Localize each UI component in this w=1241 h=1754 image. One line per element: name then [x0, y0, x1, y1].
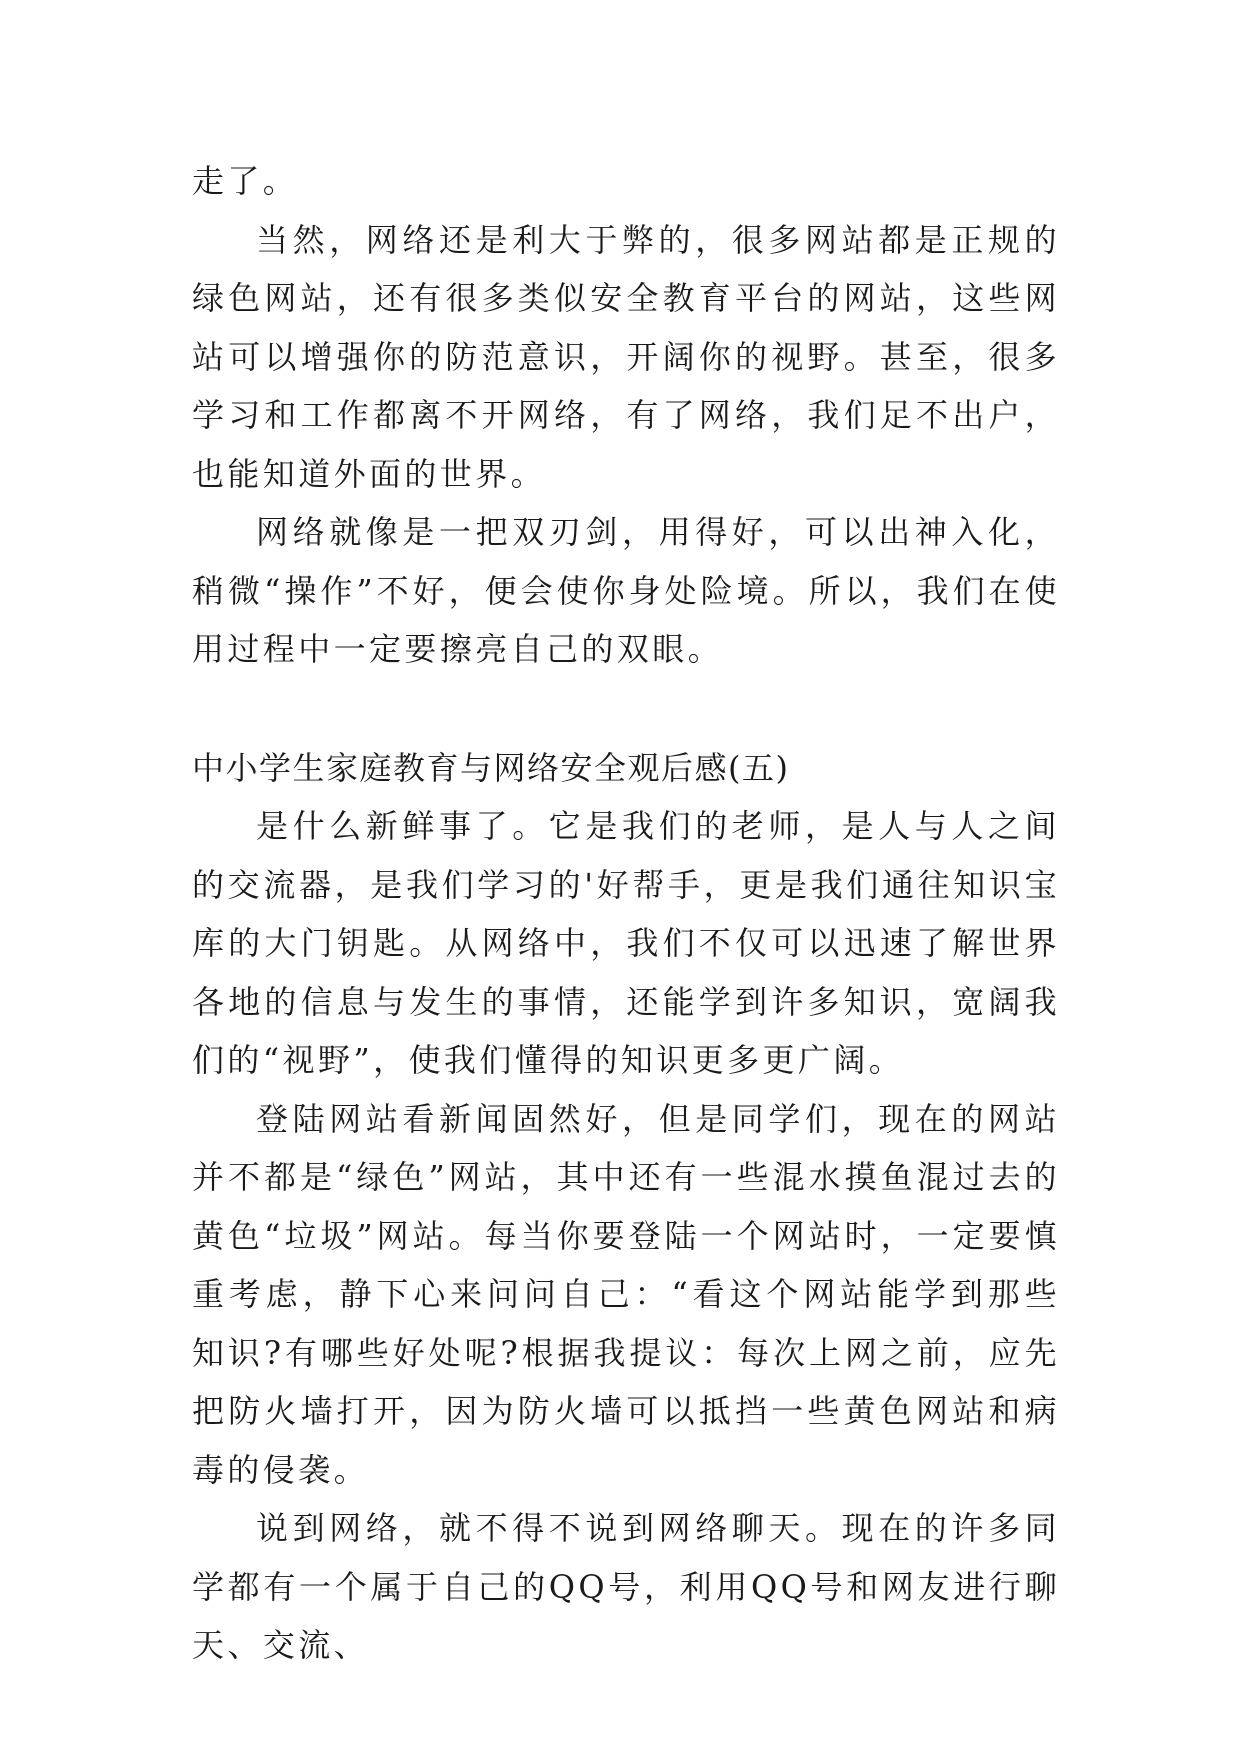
paragraph-online-chat: 说到网络，就不得不说到网络聊天。现在的许多同学都有一个属于自己的QQ号，利用QQ号和网友进行聊天、交流、 [192, 1509, 1060, 1664]
paragraph-website-caution: 登陆网站看新闻固然好，但是同学们，现在的网站并不都是“绿色”网站，其中还有一些混水摸鱼混过去的黄色“垃圾”网站。每当你要登陆一个网站时，一定要慎重考虑，静下心来问问自己：“看这个网站能学到那些知识?有哪些好处呢?根据我提议：每次上网之前，应先把防火墙打开，因为防火墙可以抵挡一些黄色网站和病毒的侵袭。 [192, 1099, 1060, 1489]
paragraph-double-edged-sword: 网络就像是一把双刃剑，用得好，可以出神入化，稍微“操作”不好，便会使你身处险境。所以，我们在使用过程中一定要擦亮自己的双眼。 [192, 513, 1060, 668]
document-body [192, 152, 1060, 1675]
paragraph-network-benefits: 当然，网络还是利大于弊的，很多网站都是正规的绿色网站，还有很多类似安全教育平台的网站，这些网站可以增强你的防范意识，开阔你的视野。甚至，很多学习和工作都离不开网络，有了网络，我们足不出户，也能知道外面的世界。 [192, 220, 1060, 493]
section-title: 中小学生家庭教育与网络安全观后感(五) [192, 748, 790, 787]
paragraph-continuation: 走了。 [192, 162, 299, 200]
paragraph-network-teacher: 是什么新鲜事了。它是我们的老师，是人与人之间的交流器，是我们学习的'好帮手，更是我们通往知识宝库的大门钥匙。从网络中，我们不仅可以迅速了解世界各地的信息与发生的事情，还能学到许多知识，宽阔我们的“视野”，使我们懂得的知识更多更广阔。 [192, 807, 1060, 1079]
section-spacer [192, 679, 1060, 739]
